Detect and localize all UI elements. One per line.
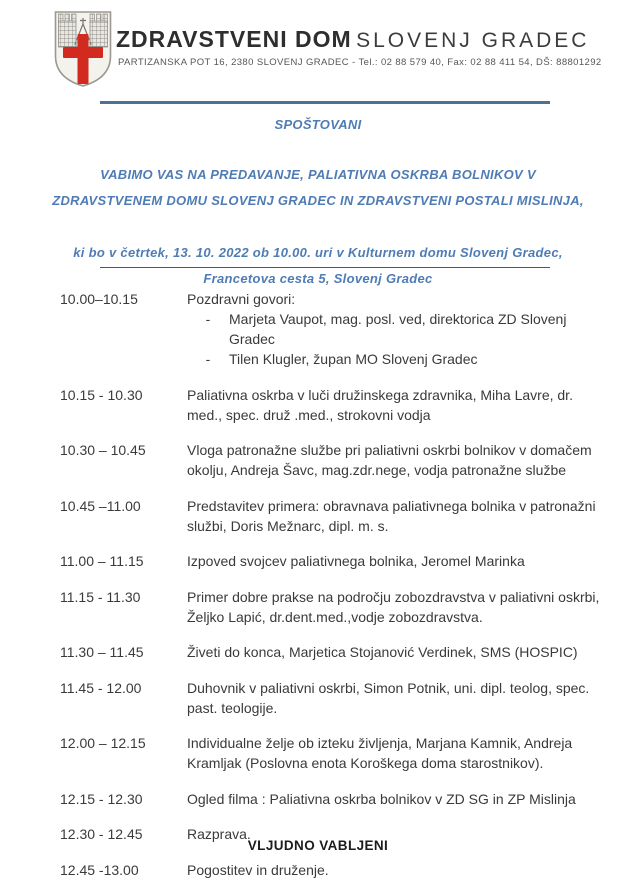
agenda-item-time: 11.15 - 11.30 bbox=[60, 588, 141, 605]
salutation-text: SPOŠTOVANI bbox=[274, 117, 362, 132]
agenda-item-row bbox=[60, 789, 596, 809]
agenda-item-time: 10.45 –11.00 bbox=[60, 497, 141, 514]
agenda-item-description bbox=[187, 289, 610, 369]
org-address-line: PARTIZANSKA POT 16, 2380 SLOVENJ GRADEC - Tel.: 02 88 579 40, Fax: 02 88 411 54, DŠ: 88801292 bbox=[118, 57, 602, 68]
agenda-item-row bbox=[60, 733, 596, 773]
invitation-line-2: ZDRAVSTVENEM DOMU SLOVENJ GRADEC IN ZDRAVSTVENI POSTALI MISLINJA, bbox=[52, 193, 584, 208]
org-name-secondary: SLOVENJ GRADEC bbox=[356, 29, 590, 52]
agenda-item-title: Ogled filma : Paliativna oskrba bolnikov v ZD SG in ZP Mislinja bbox=[187, 790, 576, 807]
invitation-intro bbox=[45, 112, 591, 292]
agenda-item-speakers-list bbox=[187, 309, 610, 369]
organization-identity bbox=[116, 26, 616, 68]
agenda-item-time: 12.30 - 12.45 bbox=[60, 826, 143, 842]
agenda-item-title: Pogostitev in druženje. bbox=[187, 861, 329, 878]
agenda-item-title: Pozdravni govori: bbox=[187, 291, 296, 307]
agenda-item-description bbox=[187, 678, 610, 718]
agenda-item-title: Predstavitev primera: obravnava paliativnega bolnika v patronažni službi, Doris Mežnarc, dipl. m. s. bbox=[187, 497, 596, 534]
organization-name bbox=[116, 26, 616, 53]
agenda-item-row bbox=[60, 440, 596, 480]
event-datetime-location bbox=[45, 240, 591, 292]
speaker-list-item bbox=[187, 349, 610, 369]
header-divider-line bbox=[100, 101, 550, 104]
agenda-item-title: Razprava. bbox=[187, 826, 251, 842]
agenda-item-title: Paliativna oskrba v luči družinskega zdravnika, Miha Lavre, dr. med., spec. druž .med., strokovni vodja bbox=[187, 386, 573, 423]
agenda-item-time: 12.00 – 12.15 bbox=[60, 735, 146, 751]
datetime-line-2: Francetova cesta 5, Slovenj Gradec bbox=[203, 271, 433, 286]
agenda-item-description bbox=[187, 551, 610, 571]
speaker-name-text: Tilen Klugler, župan MO Slovenj Gradec bbox=[229, 351, 478, 367]
agenda-item-time: 10.15 - 10.30 bbox=[60, 386, 143, 403]
org-name-primary: ZDRAVSTVENI DOM bbox=[116, 26, 352, 52]
datetime-line-1: ki bo v četrtek, 13. 10. 2022 ob 10.00. uri v Kulturnem domu Slovenj Gradec, bbox=[73, 245, 563, 260]
agenda-item-row bbox=[60, 551, 596, 571]
agenda-item-title: Vloga patronažne službe pri paliativni oskrbi bolnikov v domačem okolju, Andreja Šavc, mag.zdr.nege, vodja patronažne službe bbox=[187, 442, 592, 478]
agenda-item-time: 10.30 – 10.45 bbox=[60, 442, 146, 458]
agenda-item-row bbox=[60, 289, 596, 369]
agenda-item-description bbox=[187, 385, 610, 425]
dash-bullet-marker: - bbox=[205, 351, 211, 367]
agenda-item-title: Individualne želje ob izteku življenja, Marjana Kamnik, Andreja Kramljak (Poslovna enota Koroškega doma starostnikov). bbox=[187, 735, 573, 771]
agenda-item-description bbox=[187, 587, 610, 627]
agenda-item-row bbox=[60, 642, 596, 662]
agenda-item-time: 11.45 - 12.00 bbox=[60, 679, 142, 696]
letterhead bbox=[52, 8, 602, 98]
agenda-item-row bbox=[60, 860, 596, 880]
invitation-text bbox=[45, 162, 591, 214]
agenda-item-description bbox=[187, 789, 610, 809]
agenda-item-title: Duhovnik v paliativni oskrbi, Simon Potnik, uni. dipl. teolog, spec. past. teologije. bbox=[187, 679, 590, 716]
agenda-item-row bbox=[60, 587, 600, 627]
agenda-item-description bbox=[187, 860, 610, 880]
agenda-item-row bbox=[60, 496, 596, 536]
agenda-item-row bbox=[60, 385, 596, 425]
agenda-item-time: 12.15 - 12.30 bbox=[60, 790, 143, 807]
agenda-item-description bbox=[187, 733, 610, 773]
agenda-item-row bbox=[60, 678, 596, 718]
agenda-item-title: Primer dobre prakse na področju zobozdravstva v paliativni oskrbi, Željko Lapić, dr.dent.med.,vodje zobozdravstva. bbox=[187, 588, 600, 625]
intro-divider-line bbox=[100, 267, 550, 268]
dash-bullet-marker: - bbox=[205, 311, 211, 327]
agenda-item-time: 12.45 -13.00 bbox=[60, 861, 139, 878]
agenda-item-time: 11.00 – 11.15 bbox=[60, 553, 144, 569]
closing-line: VLJUDNO VABLJENI bbox=[247, 838, 389, 853]
agenda-item-time: 11.30 – 11.45 bbox=[60, 644, 144, 660]
castle-shield-red-cross-logo-icon bbox=[52, 10, 114, 88]
agenda-item-description bbox=[187, 440, 610, 480]
invitation-line-1: VABIMO VAS NA PREDAVANJE, PALIATIVNA OSKRBA BOLNIKOV V bbox=[100, 167, 536, 182]
speaker-name-text: Marjeta Vaupot, mag. posl. ved, direktorica ZD Slovenj Gradec bbox=[229, 311, 567, 347]
agenda-schedule bbox=[60, 289, 600, 886]
speaker-list-item bbox=[187, 309, 610, 349]
agenda-item-description bbox=[187, 496, 610, 536]
agenda-item-time: 10.00–10.15 bbox=[60, 291, 138, 307]
agenda-item-title: Izpoved svojcev paliativnega bolnika, Jeromel Marinka bbox=[187, 553, 525, 569]
agenda-item-title: Živeti do konca, Marjetica Stojanović Verdinek, SMS (HOSPIC) bbox=[187, 644, 578, 660]
agenda-item-description bbox=[187, 642, 610, 662]
